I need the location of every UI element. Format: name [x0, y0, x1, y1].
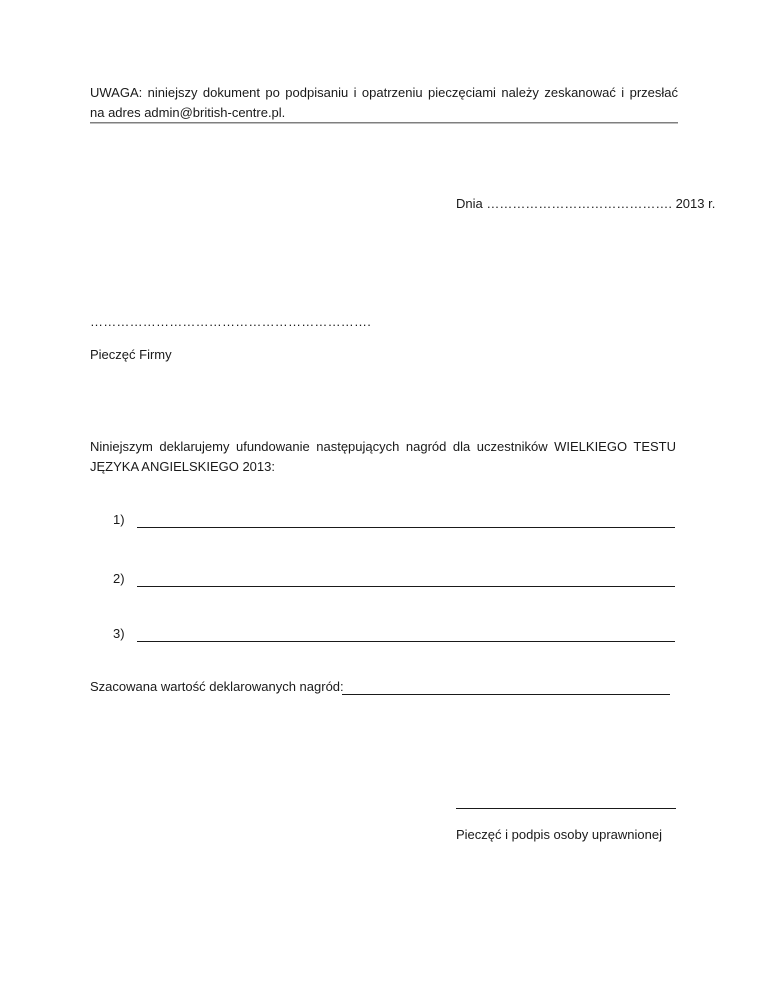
estimated-value-blank-line: [342, 694, 670, 695]
notice-line-1: UWAGA: niniejszy dokument po podpisaniu i opatrzeniu pieczęciami należy zeskanować i przesłać: [90, 85, 678, 100]
signature-blank-line: [456, 808, 676, 809]
prize-number: 3): [113, 626, 125, 641]
declaration-line-2: JĘZYKA ANGIELSKIEGO 2013:: [90, 459, 275, 474]
prize-blank-line: [137, 641, 675, 642]
notice-line-2: na adres admin@british-centre.pl.: [90, 105, 286, 120]
header-divider: [90, 122, 678, 124]
signature-label: Pieczęć i podpis osoby uprawnionej: [456, 827, 662, 842]
company-seal-dotted-line: ……………………………………………………….: [90, 314, 372, 329]
prize-blank-line: [137, 586, 675, 587]
prize-number: 2): [113, 571, 125, 586]
date-line: Dnia ……………………………………. 2013 r.: [456, 196, 716, 211]
estimated-value-label: Szacowana wartość deklarowanych nagród:: [90, 679, 344, 694]
notice-text: [90, 83, 678, 123]
prize-number: 1): [113, 512, 125, 527]
company-seal-label: Pieczęć Firmy: [90, 347, 172, 362]
prize-blank-line: [137, 527, 675, 528]
declaration-text: [90, 437, 676, 477]
prize-item-1: [113, 512, 675, 530]
prize-item-2: [113, 571, 675, 589]
prize-item-3: [113, 626, 675, 644]
declaration-line-1: Niniejszym deklarujemy ufundowanie następujących nagród dla uczestników WIELKIEGO TESTU: [90, 439, 676, 454]
